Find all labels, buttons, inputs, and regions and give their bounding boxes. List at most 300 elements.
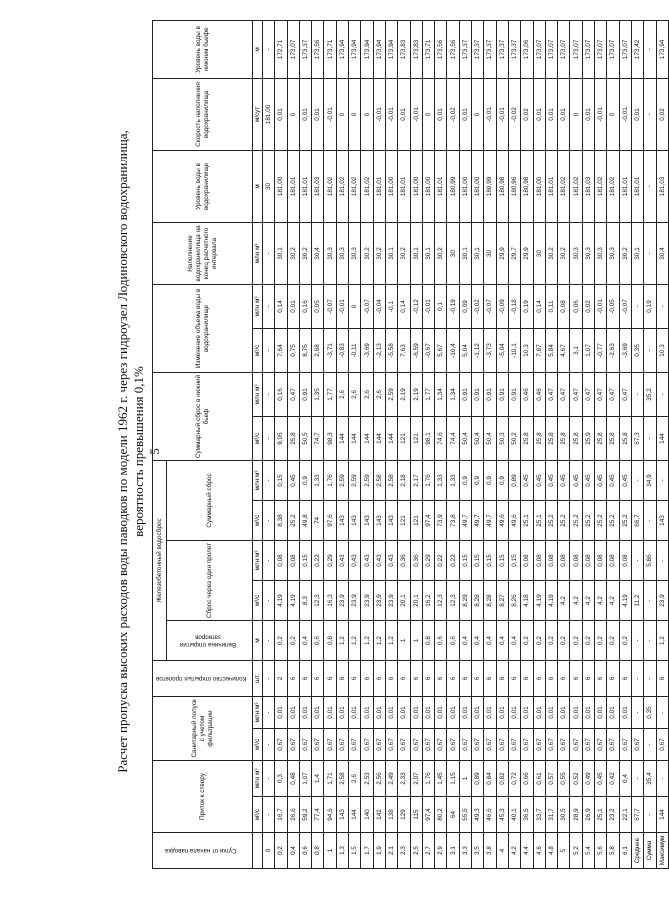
table-cell: 0,15 — [459, 540, 471, 580]
table-cell: 2,18 — [398, 460, 410, 500]
row-label: 5 — [558, 833, 570, 869]
table-cell: 45,3 — [496, 797, 508, 833]
table-cell: 0,01 — [410, 696, 422, 728]
table-row — [398, 20, 410, 868]
row-label: 1,7 — [361, 833, 373, 869]
table-cell: 98,3 — [324, 416, 336, 460]
table-cell: 0,9 — [299, 460, 311, 500]
table-cell: 0,4 — [508, 620, 520, 660]
table-cell: 6 — [533, 660, 545, 696]
table-cell: 1,07 — [582, 328, 594, 372]
table-cell: 6 — [545, 660, 557, 696]
table-cell: 50,4 — [472, 416, 484, 460]
table-cell: 0,67 — [656, 728, 668, 760]
row-label: 2,7 — [422, 833, 434, 869]
flood-calculation-table — [152, 20, 669, 869]
table-cell: 74,7 — [312, 416, 324, 460]
table-cell: 0,01 — [570, 696, 582, 728]
table-cell: 181,01 — [619, 150, 631, 222]
table-cell: 0,08 — [533, 540, 545, 580]
table-cell: 0,01 — [558, 78, 570, 150]
table-cell: 181,01 — [435, 150, 447, 222]
table-cell: 6 — [459, 660, 471, 696]
table-cell: 0,67 — [373, 728, 385, 760]
table-cell: 30,4 — [312, 222, 324, 284]
table-cell: 6 — [373, 660, 385, 696]
table-cell: 1,2 — [349, 620, 361, 660]
row-label: 2,1 — [385, 833, 397, 869]
table-cell: 173,56 — [447, 20, 459, 78]
table-cell: 0,01 — [472, 696, 484, 728]
table-cell: 2,68 — [312, 328, 324, 372]
table-cell: 28,9 — [570, 797, 582, 833]
table-cell: 30,2 — [373, 222, 385, 284]
table-cell: - — [631, 760, 643, 796]
table-cell: 0,67 — [410, 728, 422, 760]
table-cell: 0,57 — [545, 760, 557, 796]
table-cell: 6 — [521, 660, 533, 696]
table-cell: 0,08 — [545, 540, 557, 580]
table-cell: 181,03 — [656, 150, 668, 222]
table-cell: 0,06 — [570, 284, 582, 328]
table-cell: 0,42 — [607, 760, 619, 796]
table-cell: 0,2 — [521, 620, 533, 660]
table-row — [484, 20, 496, 868]
table-row — [422, 20, 434, 868]
table-cell: 0,67 — [324, 728, 336, 760]
table-cell: 30,5 — [558, 797, 570, 833]
title-line-1: Расчет пропуска высоких расходов воды паводков по модели 1962 г. через гидроузел Лодиновского водохранилища, — [115, 130, 130, 773]
table-cell: 0,01 — [275, 78, 287, 150]
unit-cell: м/сут — [253, 78, 263, 150]
table-cell: 25,8 — [570, 416, 582, 460]
table-cell: - — [263, 728, 275, 760]
table-row — [275, 20, 287, 868]
table-cell: - — [656, 460, 668, 500]
table-cell: 0,4 — [619, 760, 631, 796]
table-cell: 49,6 — [508, 500, 520, 540]
table-cell: 8,28 — [484, 580, 496, 620]
table-row — [508, 20, 520, 868]
table-cell: 26,9 — [582, 797, 594, 833]
table-cell: 4,2 — [570, 580, 582, 620]
table-cell: 80,2 — [435, 797, 447, 833]
table-cell: - — [263, 797, 275, 833]
unit-cell: млн м³ — [253, 696, 263, 728]
table-cell: - — [263, 460, 275, 500]
table-cell: -0,01 — [422, 284, 434, 328]
table-cell: 25,8 — [533, 416, 545, 460]
table-cell: 0,67 — [496, 728, 508, 760]
table-cell: 5,04 — [459, 328, 471, 372]
table-cell: 0,02 — [582, 284, 594, 328]
table-cell: 0,01 — [595, 696, 607, 728]
table-cell: 0,01 — [558, 696, 570, 728]
table-cell: 0,67 — [521, 728, 533, 760]
table-cell: 0,43 — [336, 540, 348, 580]
unit-cell — [253, 833, 263, 869]
table-cell: 4,19 — [533, 580, 545, 620]
table-cell: 0,43 — [361, 540, 373, 580]
table-cell: 5,84 — [545, 328, 557, 372]
table-cell: 2,56 — [373, 760, 385, 796]
table-cell: 8,28 — [472, 580, 484, 620]
table-cell: 0,01 — [521, 696, 533, 728]
table-cell: 0,66 — [521, 760, 533, 796]
table-cell: 5,86 — [644, 540, 656, 580]
table-row — [496, 20, 508, 868]
table-row — [385, 20, 397, 868]
table-cell: 173,07 — [582, 20, 594, 78]
row-label: 5,4 — [582, 833, 594, 869]
table-cell: 46,6 — [484, 797, 496, 833]
table-cell: 30,1 — [472, 222, 484, 284]
table-cell: 129 — [398, 797, 410, 833]
row-label: Максимум — [656, 833, 668, 869]
table-cell: 0,9 — [459, 460, 471, 500]
table-cell: -0,01 — [484, 78, 496, 150]
table-cell: 0,2 — [582, 620, 594, 660]
table-cell: 0 — [570, 78, 582, 150]
table-cell: 0,2 — [533, 620, 545, 660]
unit-cell: м³/с — [253, 328, 263, 372]
table-cell: 0,67 — [312, 728, 324, 760]
table-cell: 0,72 — [508, 760, 520, 796]
table-cell: 6 — [582, 660, 594, 696]
table-cell: 25,2 — [619, 500, 631, 540]
table-row — [410, 20, 422, 868]
table-cell: - — [644, 222, 656, 284]
table-row — [361, 20, 373, 868]
table-cell: 0,01 — [361, 696, 373, 728]
table-cell: 121 — [410, 500, 422, 540]
table-cell: 30,2 — [361, 222, 373, 284]
table-cell: 30,4 — [656, 222, 668, 284]
table-cell: 0,2 — [545, 620, 557, 660]
table-cell: 0,67 — [533, 728, 545, 760]
row-label: 5,2 — [570, 833, 582, 869]
table-cell: -0,01 — [619, 78, 631, 150]
table-cell: - — [631, 284, 643, 328]
table-cell: 1,07 — [299, 760, 311, 796]
table-cell: 0,01 — [435, 696, 447, 728]
table-cell: 0,46 — [533, 372, 545, 416]
table-cell: 2,59 — [361, 460, 373, 500]
table-cell: 180,98 — [496, 150, 508, 222]
table-cell: -0,05 — [607, 284, 619, 328]
unit-cell: м³/с — [253, 797, 263, 833]
table-cell: 1,4 — [312, 760, 324, 796]
table-cell: 2,33 — [398, 760, 410, 796]
table-cell: 0,11 — [545, 284, 557, 328]
header-weir: Железобетонный водосброс — [153, 460, 167, 660]
table-cell: 4,19 — [619, 580, 631, 620]
table-cell: 173,94 — [336, 20, 348, 78]
unit-cell: м³/с — [253, 500, 263, 540]
table-cell: - — [263, 580, 275, 620]
table-cell: 0,67 — [435, 728, 447, 760]
table-cell: 0,08 — [275, 540, 287, 580]
table-cell: 10,3 — [656, 328, 668, 372]
row-label: Сумма — [644, 833, 656, 869]
table-cell: 1,77 — [324, 372, 336, 416]
table-cell: 0,91 — [299, 372, 311, 416]
table-cell: - — [644, 620, 656, 660]
table-cell: 1,76 — [422, 760, 434, 796]
table-cell: 0,01 — [336, 696, 348, 728]
unit-cell: млн м³ — [253, 760, 263, 796]
table-cell: - — [631, 620, 643, 660]
header-gate-opening: Величина открытия затворов — [167, 620, 253, 660]
table-cell: 0 — [607, 78, 619, 150]
row-label: 4,2 — [508, 833, 520, 869]
table-cell: 0,91 — [459, 372, 471, 416]
table-cell: 6 — [385, 660, 397, 696]
table-cell: 0,45 — [619, 460, 631, 500]
table-cell: 181,01 — [299, 150, 311, 222]
table-cell: 64 — [447, 797, 459, 833]
row-label: 2,3 — [398, 833, 410, 869]
table-cell: 23,9 — [336, 580, 348, 620]
table-cell: 35,2 — [644, 372, 656, 416]
table-cell: 181,00 — [410, 150, 422, 222]
table-cell: 0,14 — [275, 284, 287, 328]
table-cell: - — [644, 797, 656, 833]
table-cell: 6 — [595, 660, 607, 696]
header-total-discharge: Суммарный сброс — [167, 460, 253, 540]
table-row — [644, 20, 656, 868]
table-cell: 0,45 — [595, 760, 607, 796]
table-cell: 94,6 — [324, 797, 336, 833]
table-cell: 0,01 — [275, 696, 287, 728]
table-cell: -0,07 — [324, 284, 336, 328]
table-cell: 181,01 — [545, 150, 557, 222]
header-volume-change: Изменение объема воды в водохранилище — [153, 284, 253, 372]
table-cell: 0,01 — [312, 696, 324, 728]
table-cell: 2,6 — [373, 372, 385, 416]
table-cell: 0,89 — [472, 760, 484, 796]
table-cell: 0,67 — [459, 728, 471, 760]
table-cell: 30,2 — [545, 222, 557, 284]
table-cell: 0,01 — [619, 696, 631, 728]
table-cell: 30,2 — [398, 222, 410, 284]
table-cell: 0,01 — [398, 696, 410, 728]
table-cell: 140 — [361, 797, 373, 833]
table-cell: 30,1 — [459, 222, 471, 284]
table-cell: 0,2 — [607, 620, 619, 660]
table-cell: 173,37 — [508, 20, 520, 78]
table-cell: - — [263, 20, 275, 78]
table-cell: 173,71 — [422, 20, 434, 78]
table-cell: 181,01 — [398, 150, 410, 222]
table-cell: 33,7 — [533, 797, 545, 833]
table-cell: 0,35 — [644, 696, 656, 728]
table-cell: 181,03 — [582, 150, 594, 222]
table-cell: 0,67 — [607, 728, 619, 760]
table-cell: - — [263, 760, 275, 796]
table-cell: - — [656, 540, 668, 580]
table-cell: 0,01 — [299, 78, 311, 150]
table-cell: 180,99 — [484, 150, 496, 222]
table-cell: 1,2 — [336, 620, 348, 660]
table-cell: 8,75 — [299, 328, 311, 372]
table-cell: 0,4 — [299, 620, 311, 660]
table-cell: 25,2 — [570, 500, 582, 540]
table-cell: 98,1 — [422, 416, 434, 460]
table-cell: 20,1 — [398, 580, 410, 620]
row-label: 4,6 — [533, 833, 545, 869]
table-cell: 0,4 — [496, 620, 508, 660]
table-cell: 6 — [410, 660, 422, 696]
table-cell: 144 — [336, 416, 348, 460]
header-level-tailwater: Уровень воды в нижнем бьефе — [153, 20, 253, 78]
table-cell: 0,08 — [607, 540, 619, 580]
table-cell: 0,45 — [521, 460, 533, 500]
table-cell: - — [263, 696, 275, 728]
unit-cell: млн м³ — [253, 540, 263, 580]
table-cell: 142 — [373, 797, 385, 833]
table-cell: 30,1 — [422, 222, 434, 284]
table-cell: 0,4 — [484, 620, 496, 660]
table-cell: 1 — [398, 620, 410, 660]
table-cell: 25,8 — [287, 416, 299, 460]
table-cell: 0,2 — [558, 620, 570, 660]
table-cell: 181,00 — [422, 150, 434, 222]
table-cell: -0,01 — [385, 78, 397, 150]
table-cell: - — [644, 78, 656, 150]
table-cell: 25,1 — [521, 500, 533, 540]
table-cell: -0,02 — [508, 78, 520, 150]
table-cell: 2,6 — [361, 372, 373, 416]
table-cell: 0,48 — [287, 760, 299, 796]
table-cell: 0,8 — [324, 620, 336, 660]
table-cell: - — [631, 696, 643, 728]
table-cell: 0 — [349, 78, 361, 150]
unit-cell: млн м³ — [253, 460, 263, 500]
header-sanitary: Санитарный попуск с учетом фильтрации — [153, 696, 253, 760]
table-cell: 7,64 — [275, 328, 287, 372]
table-cell: 0 — [287, 78, 299, 150]
table-cell: 6 — [508, 660, 520, 696]
table-cell: -2,63 — [607, 328, 619, 372]
table-cell: 0 — [336, 78, 348, 150]
table-cell: 2,19 — [410, 372, 422, 416]
table-cell: 0,9 — [472, 460, 484, 500]
table-cell: 50,4 — [484, 416, 496, 460]
table-cell: 0,01 — [459, 78, 471, 150]
table-cell: 1,35 — [312, 372, 324, 416]
table-cell: 1,33 — [435, 460, 447, 500]
table-cell: 144 — [385, 416, 397, 460]
table-row — [570, 20, 582, 868]
table-row — [558, 20, 570, 868]
table-cell: 77,4 — [312, 797, 324, 833]
table-cell: 30,1 — [385, 222, 397, 284]
table-cell: 143 — [361, 500, 373, 540]
table-cell: - — [644, 20, 656, 78]
table-cell: 0,45 — [287, 460, 299, 500]
table-cell: 11,2 — [631, 580, 643, 620]
row-label: 5,6 — [595, 833, 607, 869]
table-cell: 1,33 — [312, 460, 324, 500]
table-cell: 20,1 — [410, 580, 422, 620]
table-cell: 1 — [459, 760, 471, 796]
table-cell: 67,7 — [631, 797, 643, 833]
table-cell: 25,2 — [595, 500, 607, 540]
table-cell: 0,35 — [631, 328, 643, 372]
table-cell: 0,67 — [336, 728, 348, 760]
table-cell: 144 — [656, 797, 668, 833]
table-cell: 30 — [263, 150, 275, 222]
table-cell: 0,67 — [385, 728, 397, 760]
table-cell: - — [631, 660, 643, 696]
table-cell: 0,45 — [545, 460, 557, 500]
table-cell: -5,58 — [385, 328, 397, 372]
table-cell: 0,15 — [472, 540, 484, 580]
table-cell: 66,7 — [631, 500, 643, 540]
table-cell: 0,14 — [398, 284, 410, 328]
table-cell: - — [263, 328, 275, 372]
table-cell: -0,07 — [361, 284, 373, 328]
table-cell: -0,01 — [595, 78, 607, 150]
table-cell: - — [644, 150, 656, 222]
table-cell: 0,01 — [398, 78, 410, 150]
table-cell: 4,2 — [558, 580, 570, 620]
table-cell: 0,84 — [484, 760, 496, 796]
table-cell: -0,07 — [484, 284, 496, 328]
table-cell: 0,01 — [349, 696, 361, 728]
table-cell: 25,2 — [558, 500, 570, 540]
table-cell: 0,16 — [299, 284, 311, 328]
table-cell: -6,59 — [410, 328, 422, 372]
table-cell: 0,01 — [299, 696, 311, 728]
table-cell: 29,9 — [521, 222, 533, 284]
title-line-2: вероятность превышения 0,1% — [131, 366, 146, 537]
table-cell: 0,01 — [324, 696, 336, 728]
table-cell: 0,01 — [582, 78, 594, 150]
table-cell: 6 — [619, 660, 631, 696]
row-label: 0 — [263, 833, 275, 869]
table-cell: - — [644, 416, 656, 460]
table-cell: 23,2 — [607, 797, 619, 833]
table-row — [287, 20, 299, 868]
table-cell: 25,2 — [545, 500, 557, 540]
table-cell: 25,2 — [287, 500, 299, 540]
table-cell: -0,12 — [410, 284, 422, 328]
table-cell: 0,67 — [361, 728, 373, 760]
header-openings-count: Количество открытых пролетов — [153, 660, 253, 696]
table-cell: - — [656, 696, 668, 728]
table-cell: 30,1 — [631, 222, 643, 284]
table-cell: 0,46 — [521, 372, 533, 416]
header-inflow: Приток к створу — [153, 760, 253, 832]
table-cell: 0,47 — [558, 372, 570, 416]
table-cell: 0,01 — [607, 696, 619, 728]
table-cell: - — [656, 372, 668, 416]
table-cell: 25,8 — [607, 416, 619, 460]
table-cell: 0,45 — [558, 460, 570, 500]
row-label: 4,8 — [545, 833, 557, 869]
table-cell: 2,07 — [410, 760, 422, 796]
table-cell: 0,47 — [582, 372, 594, 416]
table-cell: 0,19 — [644, 284, 656, 328]
table-cell: 30,2 — [287, 222, 299, 284]
table-cell: 74,4 — [447, 416, 459, 460]
row-label: 0,6 — [299, 833, 311, 869]
table-cell: 49,6 — [496, 500, 508, 540]
table-cell: 9,05 — [275, 416, 287, 460]
table-cell: 25,9 — [582, 416, 594, 460]
